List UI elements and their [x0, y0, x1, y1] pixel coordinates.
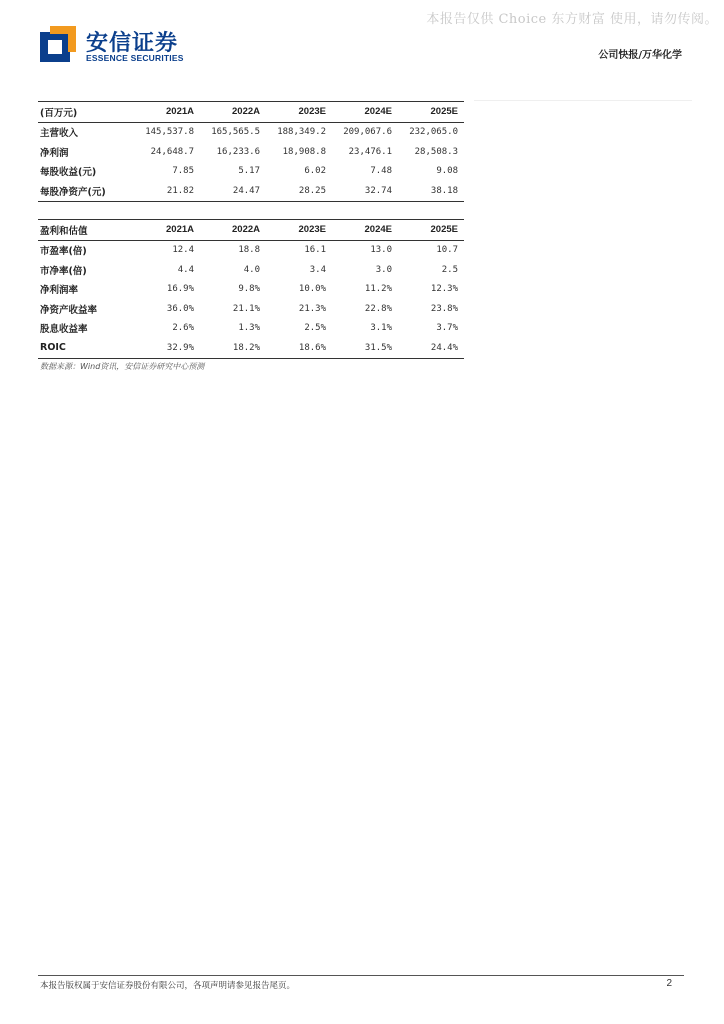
table-row — [38, 181, 464, 201]
table-cell: 23.8% — [430, 303, 458, 314]
row-label: 净利润 — [40, 147, 69, 159]
brand-name-en: ESSENCE SECURITIES — [86, 53, 184, 63]
table-row — [38, 162, 464, 182]
table-cell: 23,476.1 — [348, 146, 392, 157]
table-cell: 32.9% — [134, 338, 200, 358]
logo-mark-icon — [40, 26, 76, 62]
table-header-cell: 2024E — [332, 220, 398, 241]
table-row — [38, 299, 464, 319]
table-cell: 3.7% — [436, 323, 458, 334]
table-cell: 16,233.6 — [216, 146, 260, 157]
row-label: 股息收益率 — [40, 324, 88, 336]
table-cell: 10.7 — [436, 245, 458, 256]
table-header-cell: 2023E — [266, 102, 332, 123]
brand-name-cn: 安信证券 — [86, 31, 179, 56]
row-label: 每股收益(元) — [40, 167, 97, 179]
table-header-cell: 2021A — [134, 102, 200, 123]
table-cell: 12.3% — [430, 284, 458, 295]
table-cell: 5.17 — [238, 166, 260, 177]
header-divider — [474, 100, 692, 101]
table-cell: 24,648.7 — [150, 146, 194, 157]
table-row — [38, 319, 464, 339]
financial-summary-table — [38, 101, 464, 202]
table-header-cell: 盈利和估值 — [38, 220, 134, 241]
table-row — [38, 122, 464, 142]
table-cell: 12.4 — [172, 245, 194, 256]
table-cell: 18,908.8 — [282, 146, 326, 157]
row-label: 净资产收益率 — [40, 304, 98, 316]
table-row — [38, 142, 464, 162]
table-header-row — [38, 220, 464, 241]
table-cell: 3.1% — [370, 323, 392, 334]
table-cell: 209,067.6 — [343, 127, 392, 138]
table-cell: 4.4 — [177, 264, 194, 275]
table-header-cell: 2021A — [134, 220, 200, 241]
table-cell: 188,349.2 — [277, 127, 326, 138]
table-header-cell: (百万元) — [38, 102, 134, 123]
table-cell: 16.9% — [166, 284, 194, 295]
table-cell: 232,065.0 — [409, 127, 458, 138]
table-cell: 1.3% — [238, 323, 260, 334]
table-row — [38, 240, 464, 260]
brand-logo — [40, 26, 190, 66]
table-header-cell: 2025E — [398, 220, 464, 241]
row-label: 主营收入 — [40, 128, 79, 140]
table-cell: 7.85 — [172, 166, 194, 177]
footer-divider — [38, 975, 684, 976]
table-cell: 7.48 — [370, 166, 392, 177]
table-header-cell: 2023E — [266, 220, 332, 241]
table-header-cell: 2024E — [332, 102, 398, 123]
watermark-text: 本报告仅供 Choice 东方财富 使用，请勿传阅。 — [426, 12, 718, 27]
table-cell: 21.82 — [134, 181, 200, 201]
table-cell: 13.0 — [370, 245, 392, 256]
row-label: 每股净资产(元) — [38, 181, 134, 201]
row-label: 市盈率(倍) — [40, 246, 87, 258]
table-cell: 9.8% — [238, 284, 260, 295]
table-cell: 28.25 — [266, 181, 332, 201]
table-cell: 16.1 — [304, 245, 326, 256]
footer-disclaimer: 本报告版权属于安信证券股份有限公司，各项声明请参见报告尾页。 — [40, 981, 296, 991]
table-cell: 165,565.5 — [211, 127, 260, 138]
table-cell: 2.6% — [172, 323, 194, 334]
table-header-cell: 2022A — [200, 220, 266, 241]
table-cell: 10.0% — [298, 284, 326, 295]
table-cell: 3.4 — [309, 264, 326, 275]
table-cell: 32.74 — [332, 181, 398, 201]
valuation-table — [38, 219, 464, 359]
table-cell: 24.47 — [200, 181, 266, 201]
table-cell: 2.5 — [441, 264, 458, 275]
table-cell: 21.1% — [232, 303, 260, 314]
row-label: ROIC — [38, 338, 134, 358]
table-cell: 28,508.3 — [414, 146, 458, 157]
table-cell: 6.02 — [304, 166, 326, 177]
table-row — [38, 260, 464, 280]
row-label: 市净率(倍) — [40, 265, 87, 277]
table-cell: 38.18 — [398, 181, 464, 201]
table-header-row — [38, 102, 464, 123]
table-cell: 11.2% — [364, 284, 392, 295]
table-cell: 2.5% — [304, 323, 326, 334]
table-header-cell: 2025E — [398, 102, 464, 123]
table-cell: 36.0% — [166, 303, 194, 314]
table-cell: 4.0 — [243, 264, 260, 275]
table-cell: 18.6% — [266, 338, 332, 358]
table-cell: 24.4% — [398, 338, 464, 358]
table-header-cell: 2022A — [200, 102, 266, 123]
table-cell: 145,537.8 — [145, 127, 194, 138]
table-cell: 22.8% — [364, 303, 392, 314]
row-label: 净利润率 — [40, 285, 79, 297]
table-cell: 18.8 — [238, 245, 260, 256]
source-note: 数据来源：Wind资讯，安信证券研究中心预测 — [40, 362, 205, 371]
table-cell: 18.2% — [200, 338, 266, 358]
page-number: 2 — [666, 978, 672, 989]
report-type-label: 公司快报/万华化学 — [598, 50, 682, 61]
table-row — [38, 280, 464, 300]
table-cell: 31.5% — [332, 338, 398, 358]
table-row — [38, 338, 464, 358]
table-cell: 21.3% — [298, 303, 326, 314]
table-cell: 3.0 — [375, 264, 392, 275]
table-cell: 9.08 — [436, 166, 458, 177]
